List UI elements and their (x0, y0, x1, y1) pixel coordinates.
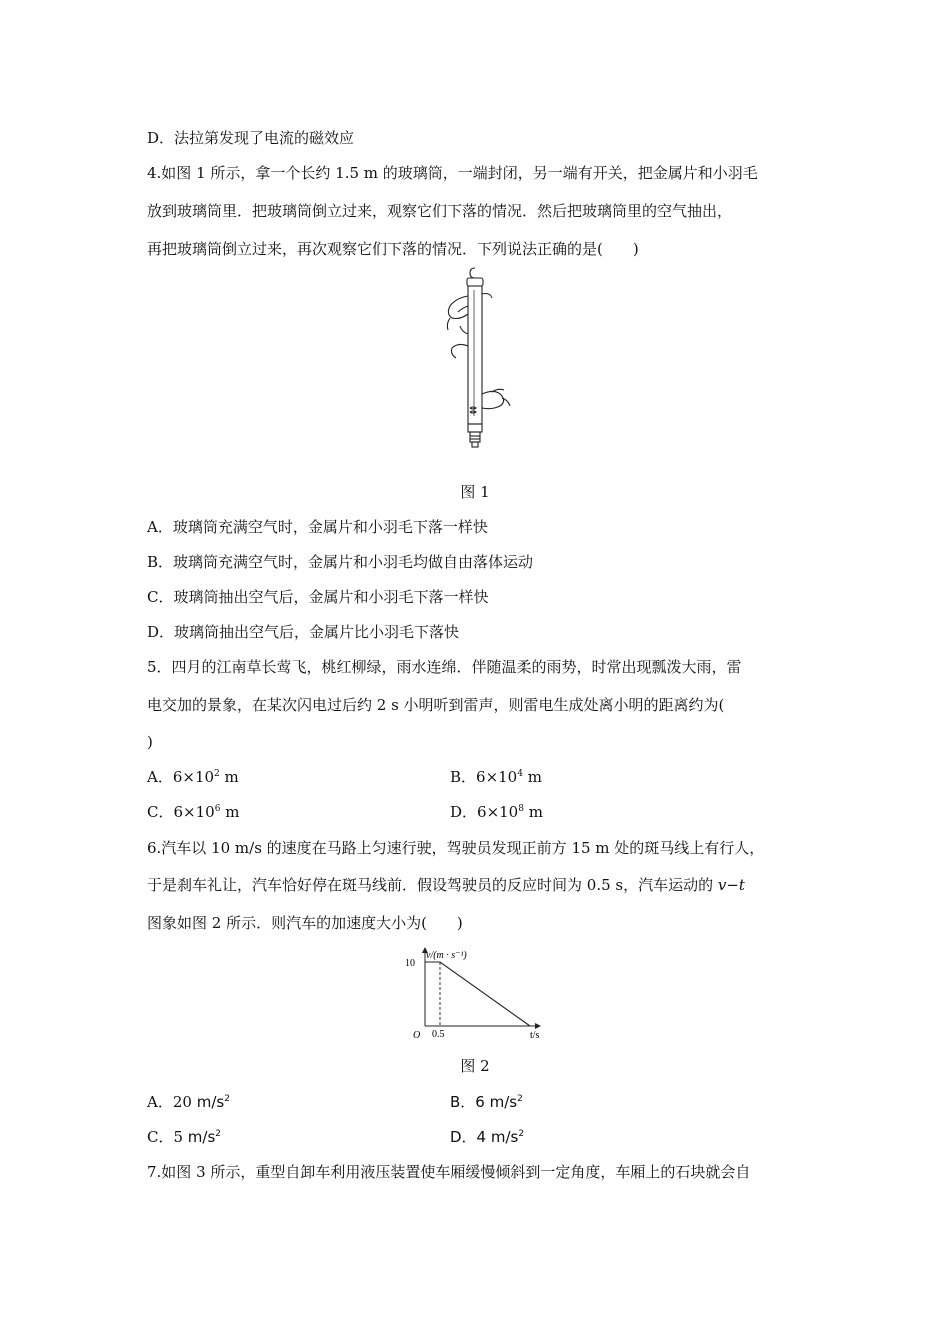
y-tick-label-0: 10 (405, 958, 415, 969)
q6-stem-line-1: 6.汽车以 10 m/s 的速度在马路上匀速行驶，驾驶员发现正前方 15 m 处的斑马线上有行人， (147, 839, 765, 857)
q4-option-d: D．玻璃筒抽出空气后，金属片比小羽毛下落快 (147, 623, 460, 641)
q4-option-b: B．玻璃筒充满空气时，金属片和小羽毛均做自由落体运动 (147, 553, 534, 571)
q6-stem-line-2: 于是刹车礼让，汽车恰好停在斑马线前．假设驾驶员的反应时间为 0.5 s，汽车运动的 v−t (147, 876, 745, 894)
q5-stem-line-1: 5．四月的江南草长莺飞，桃红柳绿，雨水连绵．伴随温柔的雨势，时常出现瓢泼大雨，雷 (147, 658, 742, 676)
q5-option-a: A．$6\times 10^2$ m (147, 768, 239, 786)
q5-option-c: C．$6\times 10^6$ m (147, 803, 240, 821)
q4-stem-line-1: 4.如图 1 所示，拿一个长约 1.5 m 的玻璃筒，一端封闭，另一端有开关，把金属片和小羽毛 (147, 164, 758, 182)
figure-1-caption: 图 1 (460, 483, 490, 501)
q6-stem-line-3: 图象如图 2 所示．则汽车的加速度大小为( ) (147, 914, 463, 932)
x-axis-label: t/s (530, 1030, 540, 1040)
vt-symbol: v−t (717, 876, 745, 894)
q4-option-c: C．玻璃筒抽出空气后，金属片和小羽毛下落一样快 (147, 588, 489, 606)
figure-2-vt-chart (395, 940, 555, 1040)
tube-body-icon (468, 286, 482, 424)
q5-stem-line-2: 电交加的景象，在某次闪电过后约 2 s 小明听到雷声，则雷电生成处离小明的距离约为( (147, 696, 725, 714)
q5-stem-line-3: ) (147, 733, 153, 751)
q5-option-b: B．$6\times 10^4$ m (450, 768, 542, 786)
q7-stem-line-1: 7.如图 3 所示，重型自卸车利用液压装置使车厢缓慢倾斜到一定角度，车厢上的石块就会自 (147, 1163, 751, 1181)
q4-stem-line-3: 再把玻璃筒倒立过来，再次观察它们下落的情况．下列说法正确的是( ) (147, 240, 639, 258)
lower-hand-icon (482, 391, 504, 408)
origin-label: O (413, 1030, 421, 1040)
q6-option-a: A．20 $m/s^2$ (147, 1093, 230, 1111)
q4-option-a: A．玻璃筒充满空气时，金属片和小羽毛下落一样快 (147, 518, 488, 536)
q6-option-c: C．5 $m/s^2$ (147, 1128, 222, 1146)
x-tick-label-0: 0.5 (432, 1029, 445, 1040)
figure-2-caption: 图 2 (460, 1057, 490, 1075)
y-axis-label: v/(m · s⁻¹) (426, 950, 467, 961)
figure-1-glass-tube (430, 266, 520, 452)
feather-icon (470, 407, 476, 413)
tube-valve-icon (468, 424, 482, 432)
q6-option-d: D．4 $m/s^2$ (450, 1128, 525, 1146)
q3-option-d: D．法拉第发现了电流的磁效应 (147, 129, 355, 147)
tube-hook-icon (470, 268, 475, 278)
q4-stem-line-2: 放到玻璃筒里．把玻璃筒倒立过来，观察它们下落的情况．然后把玻璃筒里的空气抽出， (147, 202, 733, 220)
q6-option-b: B．6 $m/s^2$ (450, 1093, 523, 1111)
q5-option-d: D．$6\times 10^8$ m (450, 803, 543, 821)
tube-top-cap-icon (467, 278, 483, 286)
velocity-series-line (425, 962, 530, 1026)
